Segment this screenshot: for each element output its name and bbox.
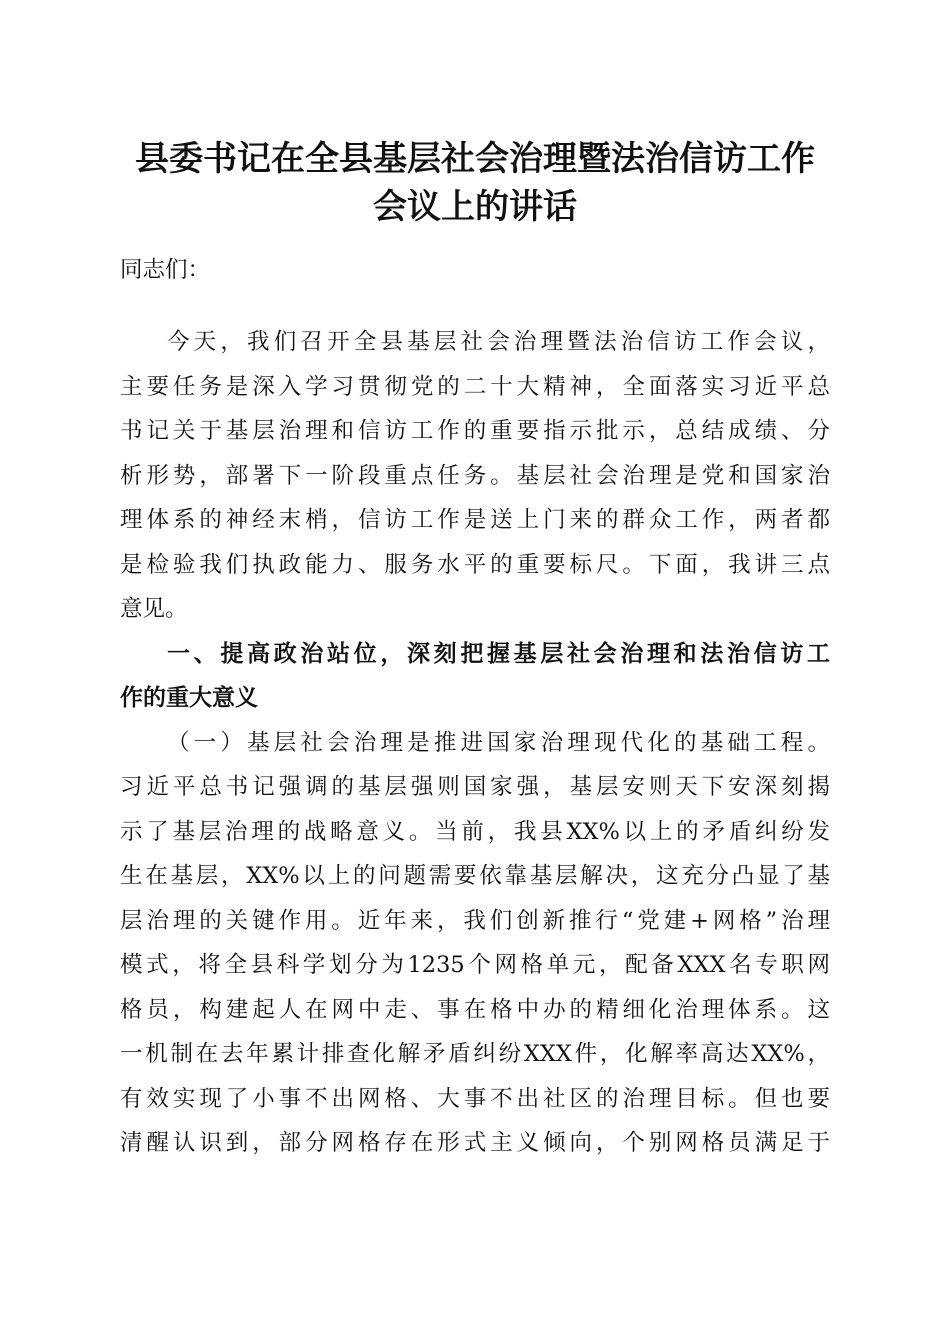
- section-heading-line: 作的重大意义: [120, 685, 258, 711]
- body-line: 层治理的关键作用。近年来，我们创新推行“党建+网格”治理: [120, 908, 830, 934]
- salutation: 同志们：: [120, 257, 211, 283]
- body-line: 格员，构建起人在网中走、事在格中办的精细化治理体系。这: [120, 997, 830, 1023]
- document-title-line-1: 县委书记在全县基层社会治理暨法治信访工作: [135, 139, 815, 179]
- intro-line: 是检验我们执政能力、服务水平的重要标尺。下面，我讲三点: [120, 552, 830, 578]
- intro-line: 今天，我们召开全县基层社会治理暨法治信访工作会议，: [167, 329, 830, 355]
- intro-line: 书记关于基层治理和信访工作的重要指示批示，总结成绩、分: [120, 418, 830, 444]
- intro-line: 析形势，部署下一阶段重点任务。基层社会治理是党和国家治: [120, 463, 830, 489]
- body-line: 习近平总书记强调的基层强则国家强，基层安则天下安深刻揭: [120, 774, 830, 800]
- body-line: 一机制在去年累计排查化解矛盾纠纷XXX件，化解率高达XX%，: [120, 1041, 830, 1067]
- body-line: 模式，将全县科学划分为1235个网格单元，配备XXX名专职网: [120, 952, 830, 978]
- intro-line: 理体系的神经末梢，信访工作是送上门来的群众工作，两者都: [120, 507, 830, 533]
- body-line: 示了基层治理的战略意义。当前，我县XX%以上的矛盾纠纷发: [120, 819, 830, 845]
- document-title-line-2: 会议上的讲话: [373, 187, 577, 227]
- intro-line: 主要任务是深入学习贯彻党的二十大精神，全面落实习近平总: [120, 374, 830, 400]
- body-line: 生在基层，XX%以上的问题需要依靠基层解决，这充分凸显了基: [120, 863, 830, 889]
- body-line: 有效实现了小事不出网格、大事不出社区的治理目标。但也要: [120, 1086, 830, 1112]
- intro-line: 意见。: [120, 596, 188, 622]
- section-heading-line: 一、提高政治站位，深刻把握基层社会治理和法治信访工: [167, 641, 830, 667]
- body-line: （一）基层社会治理是推进国家治理现代化的基础工程。: [167, 730, 830, 756]
- body-line: 清醒认识到，部分网格存在形式主义倾向，个别网格员满足于: [120, 1130, 830, 1156]
